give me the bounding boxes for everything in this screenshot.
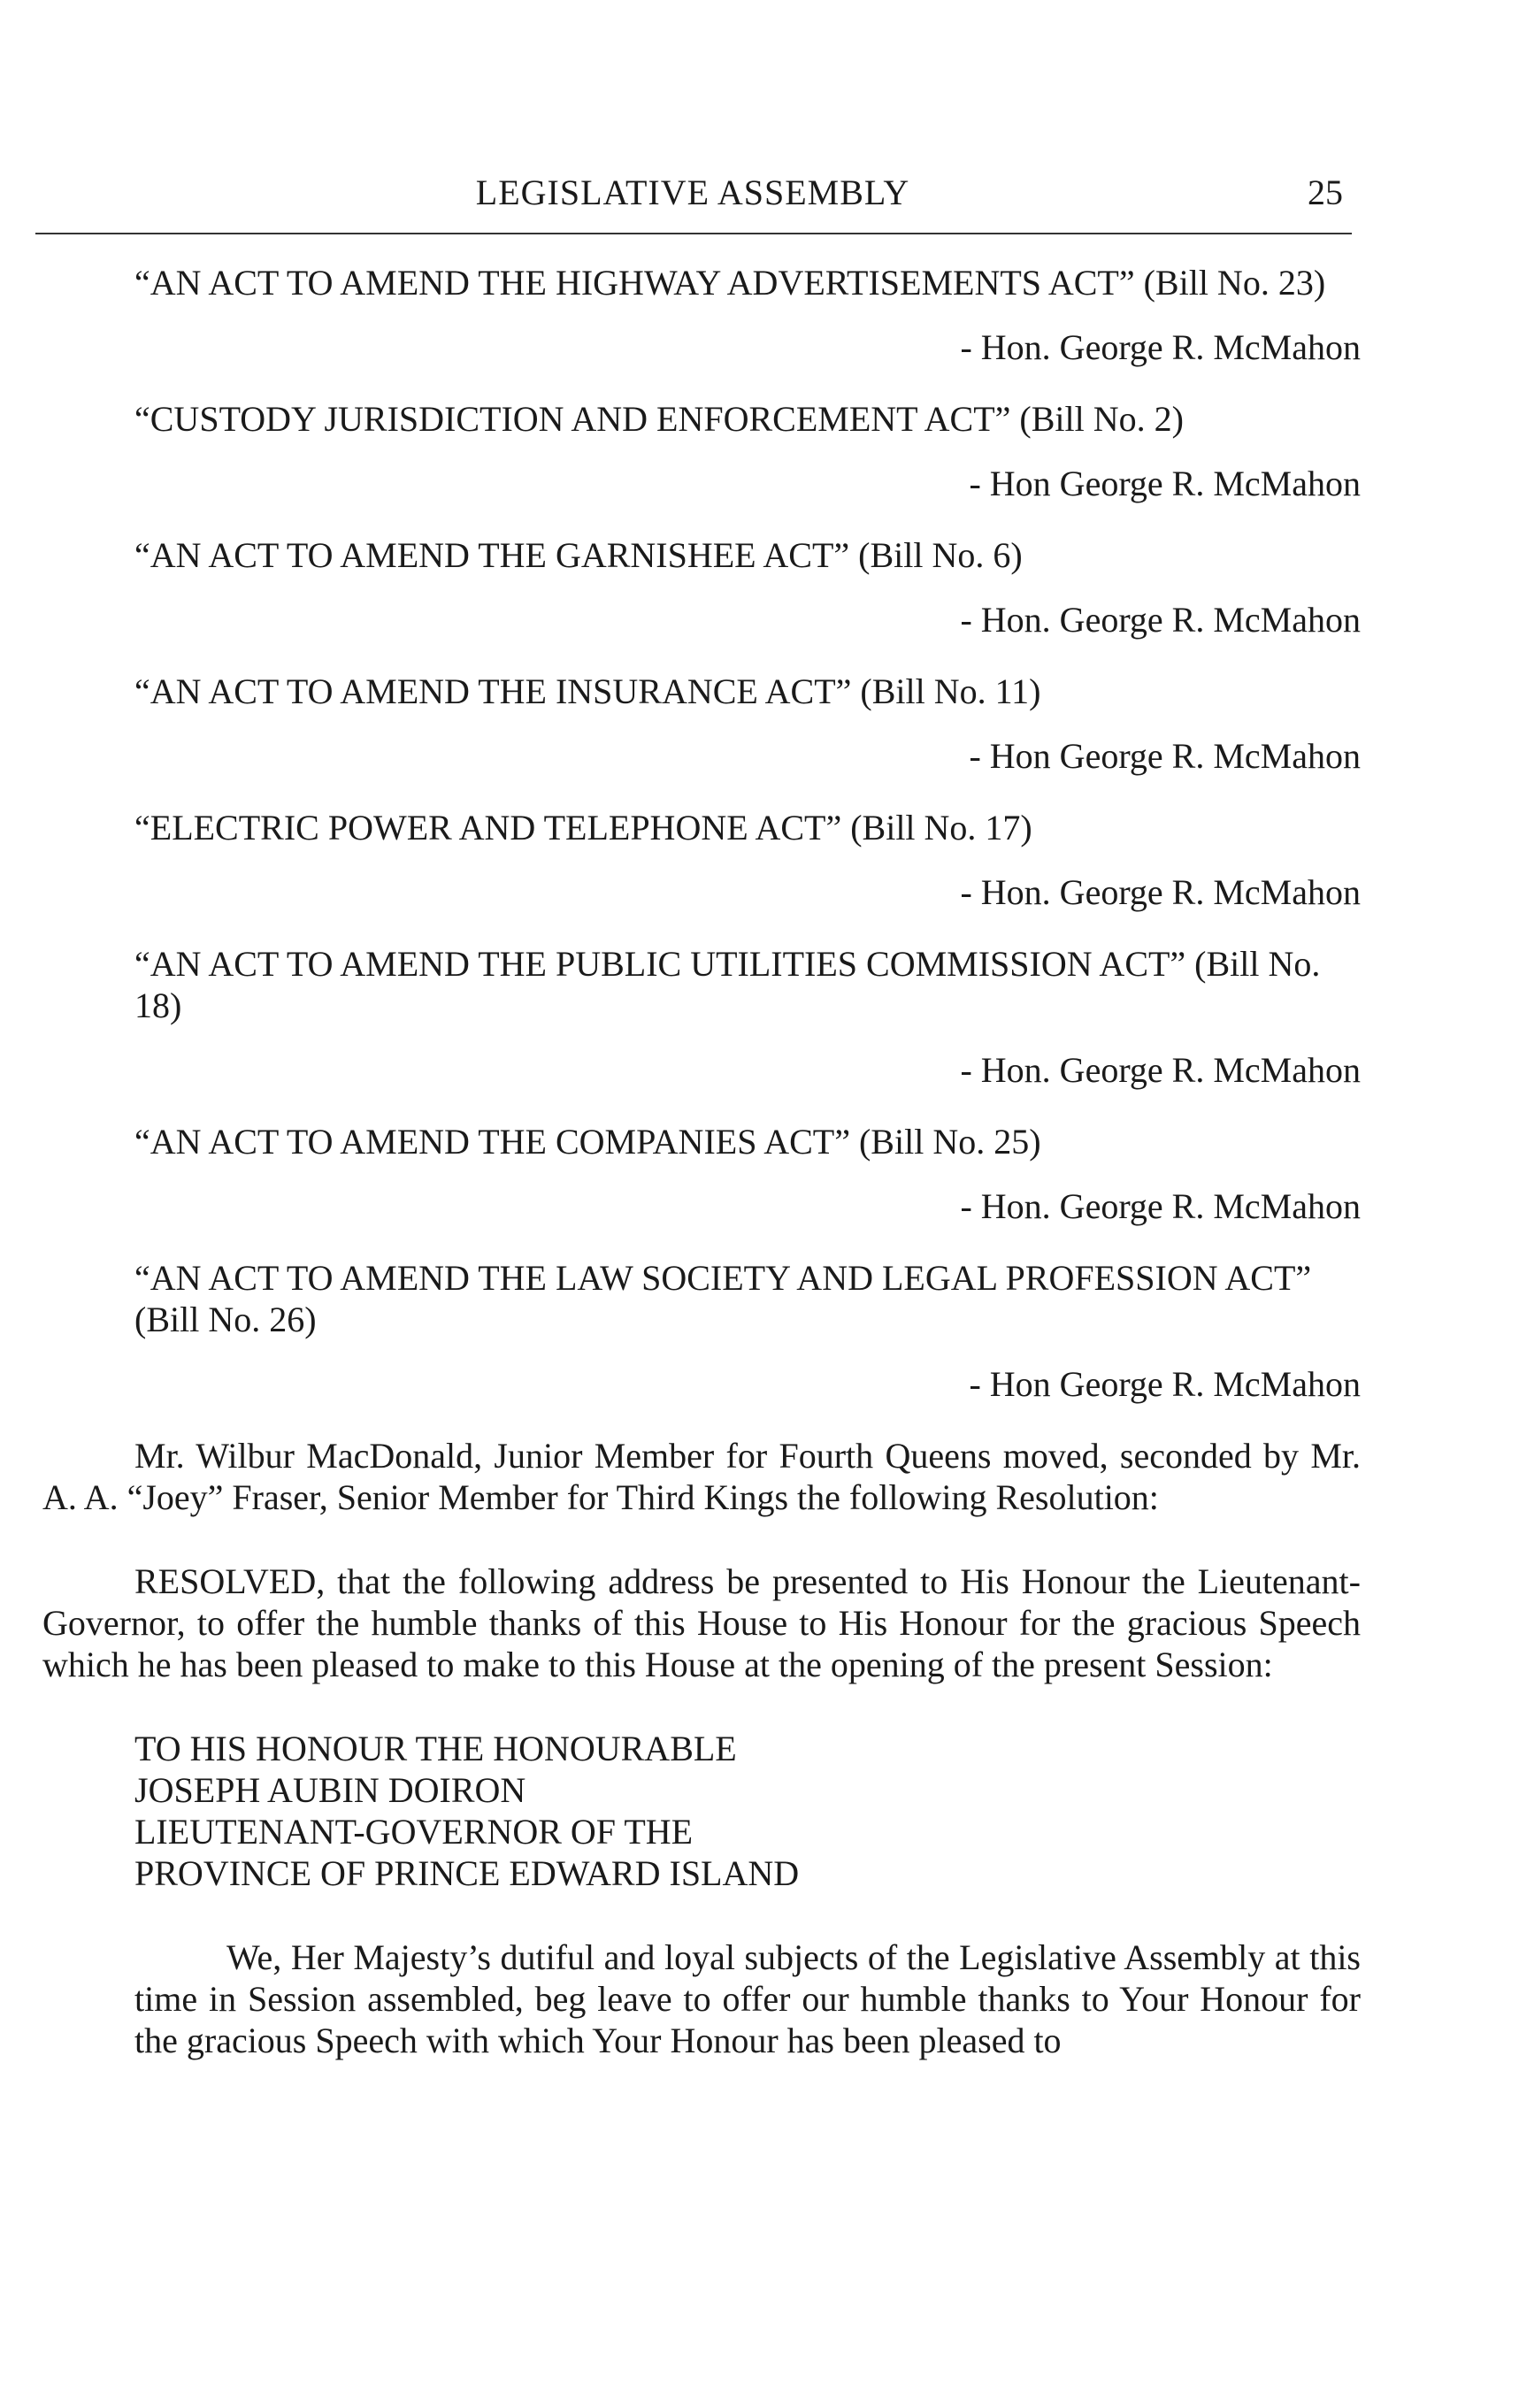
bill-title: “AN ACT TO AMEND THE COMPANIES ACT” (Bill No. 25) bbox=[134, 1122, 1041, 1162]
bill-title: “AN ACT TO AMEND THE LAW SOCIETY AND LEGAL PROFESSION ACT” (Bill No. 26) bbox=[134, 1258, 1312, 1339]
motion-paragraph: Mr. Wilbur MacDonald, Junior Member for Fourth Queens moved, seconded by Mr. A. A. “Joey” Fraser, Senior Member for Third Kings the following Resolution: bbox=[42, 1436, 1361, 1517]
address-block bbox=[134, 1728, 1361, 1894]
bill-entry bbox=[134, 262, 1361, 368]
reply-paragraph: We, Her Majesty’s dutiful and loyal subjects of the Legislative Assembly at this time in Session assembled, beg leave to offer our humble thanks to Your Honour for the gracious Speech with which Your Honour has been pleased to bbox=[134, 1937, 1361, 2060]
bill-entry bbox=[134, 534, 1361, 640]
bill-sponsor: - Hon George R. McMahon bbox=[969, 736, 1361, 776]
bill-sponsor: - Hon George R. McMahon bbox=[969, 1364, 1361, 1404]
resolution-paragraph: RESOLVED, that the following address be presented to His Honour the Lieutenant-Governor, to offer the humble thanks of this House to His Honour for the gracious Speech which he has been pleased to make to this House at the opening of the present Session: bbox=[42, 1561, 1361, 1684]
bill-entry bbox=[134, 1257, 1361, 1405]
bill-sponsor: - Hon. George R. McMahon bbox=[960, 327, 1361, 367]
bill-sponsor: - Hon. George R. McMahon bbox=[960, 1186, 1361, 1226]
bill-entry bbox=[134, 398, 1361, 504]
bill-sponsor: - Hon. George R. McMahon bbox=[960, 1050, 1361, 1090]
bill-entry bbox=[134, 807, 1361, 913]
bill-entry bbox=[134, 671, 1361, 777]
bill-title: “ELECTRIC POWER AND TELEPHONE ACT” (Bill No. 17) bbox=[134, 808, 1032, 847]
bill-title: “AN ACT TO AMEND THE PUBLIC UTILITIES COMMISSION ACT” (Bill No. 18) bbox=[134, 944, 1321, 1025]
bill-title: “AN ACT TO AMEND THE GARNISHEE ACT” (Bill No. 6) bbox=[134, 535, 1023, 575]
page-body bbox=[42, 262, 1361, 2061]
bill-sponsor: - Hon. George R. McMahon bbox=[960, 600, 1361, 640]
running-title: LEGISLATIVE ASSEMBLY bbox=[475, 173, 910, 212]
bill-title: “CUSTODY JURISDICTION AND ENFORCEMENT ACT” (Bill No. 2) bbox=[134, 399, 1184, 439]
bill-sponsor: - Hon. George R. McMahon bbox=[960, 872, 1361, 912]
bill-entry bbox=[134, 943, 1361, 1091]
header-rule bbox=[35, 233, 1352, 234]
bill-title: “AN ACT TO AMEND THE HIGHWAY ADVERTISEMENTS ACT” (Bill No. 23) bbox=[134, 263, 1326, 303]
address-line: TO HIS HONOUR THE HONOURABLE bbox=[134, 1729, 737, 1768]
address-line: PROVINCE OF PRINCE EDWARD ISLAND bbox=[134, 1853, 800, 1893]
address-line: JOSEPH AUBIN DOIRON bbox=[134, 1770, 526, 1810]
address-line: LIEUTENANT-GOVERNOR OF THE bbox=[134, 1812, 694, 1852]
bill-title: “AN ACT TO AMEND THE INSURANCE ACT” (Bill No. 11) bbox=[134, 671, 1041, 711]
bill-sponsor: - Hon George R. McMahon bbox=[969, 464, 1361, 503]
page-header bbox=[42, 168, 1343, 218]
page-number: 25 bbox=[1308, 173, 1343, 212]
bill-entry bbox=[134, 1121, 1361, 1227]
